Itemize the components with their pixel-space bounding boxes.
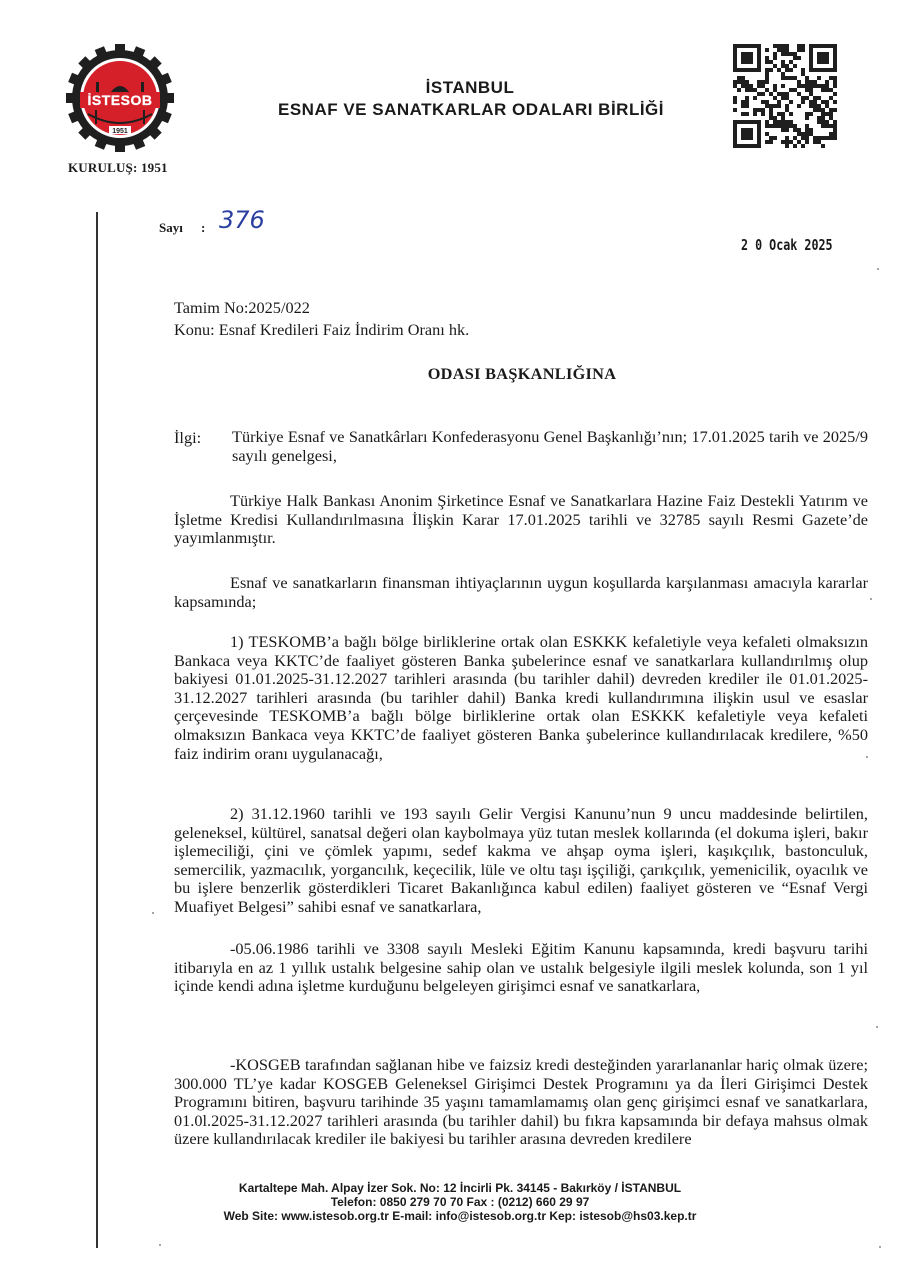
founded-label: KURULUŞ: 1951: [68, 160, 168, 175]
paragraph: Esnaf ve sanatkarların finansman ihtiyaçlarının uygun koşullarda karşılanması amacıyla kararlar kapsamında;: [174, 573, 868, 611]
org-city: İSTANBUL: [425, 78, 515, 97]
scan-speck: [870, 598, 872, 600]
paragraph: -KOSGEB tarafından sağlanan hibe ve faizsiz kredi desteğinden yararlananlar hariç olmak üzere; 300.000 TL’ye kadar KOSGEB Geleneksel Girişimci Destek Programını ya da İleri Girişimci Destek Programını bitiren, başvuru tarihinde 35 yaşını tamamlamamış olan genç girişimci esnaf ve sanatkarlara, 01.0l.2025-31.12.2027 tarihleri arasında (bu tarihler dahil) bu fıkra kapsamında bir defaya mahsus olmak üzere kullandırılacak krediler ile bakiyesi bu tarihler arasına devreden kredilere: [174, 1055, 868, 1149]
paragraph: 2) 31.12.1960 tarihli ve 193 sayılı Gelir Vergisi Kanunu’nun 9 uncu maddesinde belirtilen, geleneksel, kültürel, sanatsal değeri olan kaybolmaya yüz tutan meslek kollarında (el dokuma işleri, bakır işlemeciliği, çini ve çömlek yapımı, sedef kakma ve ahşap oyma işleri, kaşıkçılık, bastonculuk, semercilik, yazmacılık, yorgancılık, keçecilik, lüle ve oltu taşı işçiliği, çarıkçılık, yemenicilik, oyacılık ve bu işlere benzerlik gösterdikleri Ticaret Bakanlığınca kabul edilen) faaliyet gösteren ve “Esnaf Vergi Muafiyet Belgesi” sahibi esnaf ve sanatkarlara,: [174, 804, 868, 916]
tamim-number: Tamim No:2025/022: [174, 298, 310, 317]
memo-title: ODASI BAŞKANLIĞINA: [427, 364, 617, 383]
footer-address: Kartaltepe Mah. Alpay İzer Sok. No: 12 İncirli Pk. 34145 - Bakırköy / İSTANBUL: [238, 1181, 682, 1195]
margin-line: [96, 212, 98, 1248]
svg-text:İSTESOB: İSTESOB: [87, 92, 153, 108]
ilgi-text: Türkiye Esnaf ve Sanatkârları Konfederasyonu Genel Başkanlığı’nın; 17.01.2025 tarih ve 2025/9 sayılı genelgesi,: [232, 427, 868, 465]
date-stamp: 2 0 Ocak 2025: [741, 236, 833, 254]
sayi-colon: :: [201, 220, 206, 235]
paragraph: Türkiye Halk Bankası Anonim Şirketince Esnaf ve Sanatkarlara Hazine Faiz Destekli Yatırım ve İşletme Kredisi Kullandırılmasına İlişkin Karar 17.01.2025 tarihli ve 32785 sayılı Resmi Gazete’de yayımlanmıştır.: [174, 491, 868, 548]
sayi-number: 376: [219, 206, 265, 234]
footer-web: Web Site: www.istesob.org.tr E-mail: info@istesob.org.tr Kep: istesob@hs03.kep.tr: [223, 1209, 697, 1223]
footer-phone: Telefon: 0850 279 70 70 Fax : (0212) 660 29 97: [330, 1195, 590, 1209]
istesob-logo: [66, 44, 174, 152]
paragraph: -05.06.1986 tarihli ve 3308 sayılı Mesleki Eğitim Kanunu kapsamında, kredi başvuru tarihi itibarıyla en az 1 yıllık ustalık belgesine sahip olan ve ustalık belgesiyle ilgili meslek kolunda, son 1 yıl içinde kendi adına işletme kurduğunu belgeleyen girişimci esnaf ve sanatkarlara,: [174, 939, 868, 996]
org-name: ESNAF VE SANATKARLAR ODALARI BİRLİĞİ: [277, 100, 664, 119]
scan-speck: [159, 1244, 161, 1246]
sayi-label: Sayı: [159, 220, 183, 235]
scan-speck: [877, 268, 879, 270]
konu-subject: Konu: Esnaf Kredileri Faiz İndirim Oranı hk.: [174, 320, 470, 339]
scan-speck: [866, 756, 868, 758]
scan-speck: [876, 1026, 878, 1028]
qr-code: [733, 44, 837, 148]
paragraph: 1) TESKOMB’a bağlı bölge birliklerine ortak olan ESKKK kefaletiyle veya kefaleti olmaksızın Bankaca veya KKTC’de faaliyet gösteren Banka şubelerince esnaf ve sanatkarlara kullandırılmış olup bakiyesi 01.01.2025-31.12.2027 tarihleri arasında (bu tarihler dahil) devreden krediler ile 01.01.2025-31.12.2027 tarihleri arasında (bu tarihler dahil) Banka kredi kullandırımına ilişkin usul ve esaslar çerçevesinde TESKOMB’a bağlı bölge birliklerine ortak olan ESKKK kefaletiyle veya kefaleti olmaksızın Bankaca veya KKTC’de faaliyet gösteren Banka şubelerince kullandırılacak kredilere, %50 faiz indirim oranı uygulanacağı,: [174, 632, 868, 763]
scan-speck: [152, 912, 154, 914]
scan-speck: [879, 1246, 881, 1248]
svg-text:1951: 1951: [112, 128, 128, 135]
ilgi-label: İlgi:: [174, 428, 202, 447]
